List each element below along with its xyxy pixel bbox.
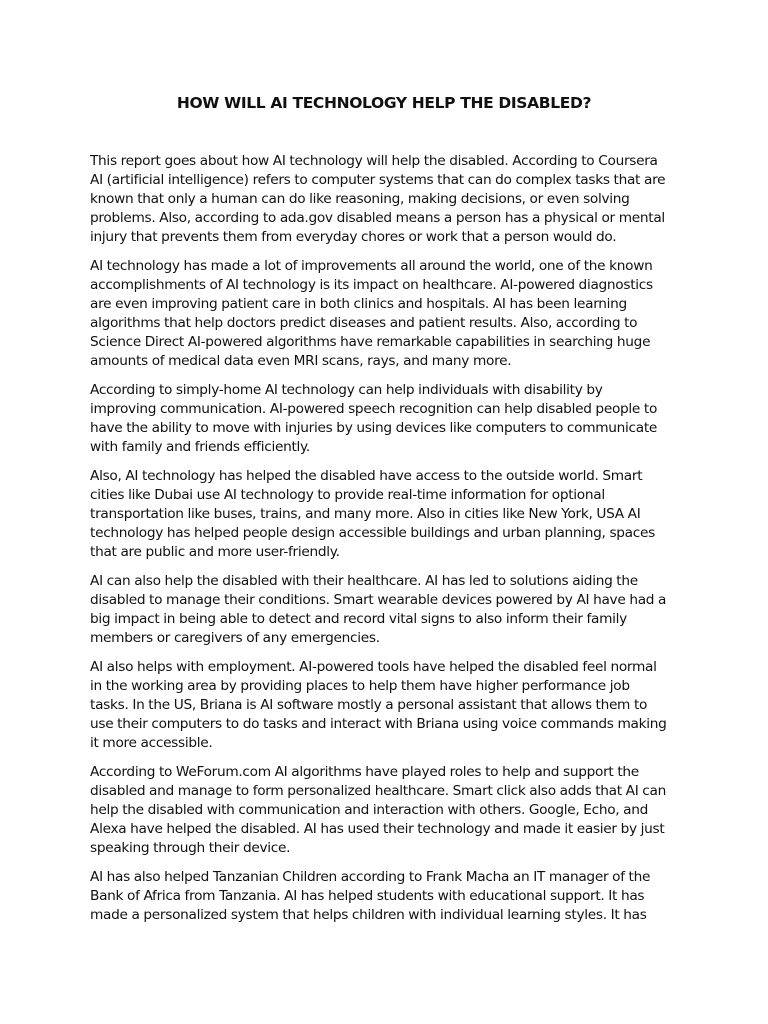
paragraph-line: AI has also helped Tanzanian Children according to Frank Macha an IT manager of the bbox=[90, 869, 651, 885]
paragraph-line: it more accessible. bbox=[90, 735, 213, 751]
paragraph-line: accomplishments of AI technology is its impact on healthcare. AI-powered diagnostics bbox=[90, 277, 653, 293]
document-title: HOW WILL AI TECHNOLOGY HELP THE DISABLED? bbox=[176, 94, 592, 112]
paragraph bbox=[90, 381, 694, 457]
paragraph-line: technology has helped people design accessible buildings and urban planning, spaces bbox=[90, 525, 655, 541]
paragraph bbox=[90, 152, 694, 247]
paragraph-line: algorithms that help doctors predict diseases and patient results. Also, according to bbox=[90, 315, 638, 331]
paragraph-line: are even improving patient care in both clinics and hospitals. AI has been learning bbox=[90, 296, 627, 312]
paragraph-line: help the disabled with communication and interaction with others. Google, Echo, and bbox=[90, 802, 649, 818]
paragraph-line: known that only a human can do like reasoning, making decisions, or even solving bbox=[90, 191, 630, 207]
paragraph-line: cities like Dubai use AI technology to provide real-time information for optional bbox=[90, 487, 605, 503]
paragraph-line: big impact in being able to detect and record vital signs to also inform their family bbox=[90, 611, 627, 627]
paragraph-line: with family and friends efficiently. bbox=[90, 439, 310, 455]
paragraph-line: made a personalized system that helps children with individual learning styles. It has bbox=[90, 907, 647, 923]
paragraph-line: improving communication. AI-powered speech recognition can help disabled people to bbox=[90, 401, 658, 417]
paragraph-line: According to WeForum.com AI algorithms have played roles to help and support the bbox=[90, 764, 639, 780]
paragraph bbox=[90, 868, 694, 925]
paragraph bbox=[90, 763, 694, 858]
paragraph-line: transportation like buses, trains, and many more. Also in cities like New York, USA AI bbox=[90, 506, 641, 522]
paragraph-line: Bank of Africa from Tanzania. AI has helped students with educational support. It has bbox=[90, 888, 645, 904]
paragraph-line: According to simply-home AI technology can help individuals with disability by bbox=[90, 382, 603, 398]
paragraph-line: disabled to manage their conditions. Smart wearable devices powered by AI have had a bbox=[90, 592, 667, 608]
paragraph-line: tasks. In the US, Briana is AI software mostly a personal assistant that allows them to bbox=[90, 697, 648, 713]
paragraph bbox=[90, 467, 694, 562]
paragraph-line: AI (artificial intelligence) refers to computer systems that can do complex tasks that are bbox=[90, 172, 666, 188]
paragraph-line: in the working area by providing places to help them have higher performance job bbox=[90, 678, 630, 694]
document-body bbox=[90, 152, 694, 935]
paragraph-line: AI can also help the disabled with their healthcare. AI has led to solutions aiding the bbox=[90, 573, 638, 589]
paragraph-line: members or caregivers of any emergencies. bbox=[90, 630, 380, 646]
paragraph-line: injury that prevents them from everyday chores or work that a person would do. bbox=[90, 229, 617, 245]
paragraph-line: problems. Also, according to ada.gov disabled means a person has a physical or mental bbox=[90, 210, 665, 226]
paragraph-line: disabled and manage to form personalized healthcare. Smart click also adds that AI can bbox=[90, 783, 666, 799]
paragraph-line: Alexa have helped the disabled. AI has used their technology and made it easier by just bbox=[90, 821, 665, 837]
paragraph-line: speaking through their device. bbox=[90, 840, 291, 856]
paragraph-line: AI technology has made a lot of improvements all around the world, one of the known bbox=[90, 258, 653, 274]
paragraph-line: that are public and more user-friendly. bbox=[90, 544, 340, 560]
paragraph-line: AI also helps with employment. AI-powered tools have helped the disabled feel normal bbox=[90, 659, 657, 675]
paragraph-line: use their computers to do tasks and interact with Briana using voice commands making bbox=[90, 716, 667, 732]
paragraph-line: have the ability to move with injuries by using devices like computers to communicate bbox=[90, 420, 658, 436]
paragraph bbox=[90, 572, 694, 648]
paragraph-line: This report goes about how AI technology will help the disabled. According to Coursera bbox=[90, 153, 658, 169]
paragraph-line: amounts of medical data even MRI scans, rays, and many more. bbox=[90, 353, 512, 369]
paragraph bbox=[90, 257, 694, 371]
paragraph-line: Also, AI technology has helped the disabled have access to the outside world. Smart bbox=[90, 468, 643, 484]
paragraph-line: Science Direct AI-powered algorithms have remarkable capabilities in searching huge bbox=[90, 334, 651, 350]
paragraph bbox=[90, 658, 694, 753]
